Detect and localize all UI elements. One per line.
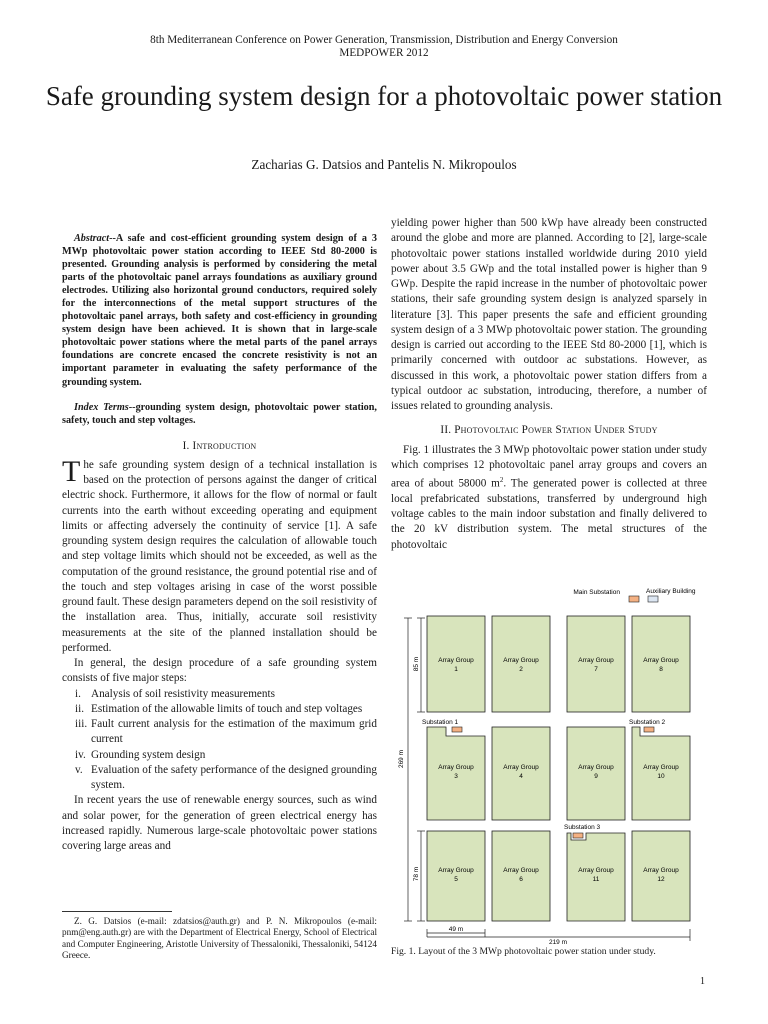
array-number: 10 [657, 773, 665, 780]
figure-caption: Fig. 1. Layout of the 3 MWp photovoltaic power station under study. [391, 946, 656, 957]
section-2-title: Photovoltaic Power Station Under Study [454, 424, 658, 437]
list-item [62, 687, 377, 702]
array-number: 1 [454, 666, 458, 673]
superscript: 2 [499, 476, 504, 484]
array-number: 11 [592, 876, 600, 883]
aux-building-marker [648, 596, 658, 602]
list-item [62, 748, 377, 763]
right-paragraph-2-end: . The generated power is collected at three local prefabricated substations, transferred by underground high voltage cables to the main indoor substation and finally delivered to the 20 kV distribution system. The metal structures of the photovoltaic [391, 477, 707, 551]
footnote-rule [62, 911, 172, 912]
right-paragraph-2-text: Fig. 1 illustrates the 3 MWp photovoltaic power station under study which comprises 12 photovoltaic panel array groups and covers an area of about 58000 m [391, 443, 707, 490]
array-group-1 [427, 616, 485, 712]
list-number: ii. [75, 702, 85, 715]
array-label: Array Group [438, 657, 474, 664]
list-item [62, 717, 377, 748]
array-label: Array Group [503, 867, 539, 874]
substation-3-marker [573, 833, 583, 838]
section-1-heading [62, 439, 377, 454]
steps-list [62, 687, 377, 794]
abstract-text: --A safe and cost-efficient grounding system design of a 3 MWp photovoltaic power station according to IEEE Std 80-2000 is presented. Grounding analysis is performed by considering the metal parts of the photovoltaic panel arrays foundations as auxiliary ground electrodes. Utilizing also horizontal ground conductors, required solely for the interconnections of the metal support structures of the photovoltaic panel arrays, both safety and cost-efficiency in grounding system design have been achieved. It is shown that in large-scale photovoltaic power stations where the metal parts of the panel arrays foundations are concrete encased the concrete resistivity is not an important parameter in evaluating the safety performance of the grounding system. [62, 233, 377, 388]
list-text: Grounding system design [91, 748, 206, 761]
dim-label-49: 49 m [448, 926, 464, 933]
array-number: 5 [454, 876, 458, 883]
array-group-8 [632, 616, 690, 712]
intro-paragraph-3: In recent years the use of renewable energy sources, such as wind and solar power, for the generation of green electrical energy has increased rapidly. Numerous large-scale photovoltaic power stations covering large areas and [62, 794, 377, 853]
array-number: 4 [519, 773, 523, 780]
array-label: Array Group [643, 764, 679, 771]
section-2-heading [391, 423, 707, 438]
array-label: Array Group [643, 657, 679, 664]
section-1-title: Introduction [192, 439, 257, 452]
list-item [62, 763, 377, 794]
substation-2-marker [644, 727, 654, 732]
dim-label-85: 85 m [413, 656, 420, 672]
array-label: Array Group [578, 764, 614, 771]
list-text: Estimation of the allowable limits of touch and step voltages [91, 702, 363, 715]
paper-authors: Zacharias G. Datsios and Pantelis N. Mikropoulos [251, 157, 517, 172]
array-group-7 [567, 616, 625, 712]
array-number: 8 [659, 666, 663, 673]
page-number: 1 [700, 976, 705, 987]
main-substation-marker [629, 596, 639, 602]
substation-3-label: Substation 3 [564, 824, 601, 831]
array-number: 3 [454, 773, 458, 780]
dim-label-219: 219 m [548, 939, 568, 944]
dim-label-269: 269 m [398, 749, 405, 769]
list-number: iii. [75, 718, 88, 731]
array-number: 12 [657, 876, 665, 883]
intro-paragraph-1-text: he safe grounding system design of a technical installation is based on the protection of persons against the danger of critical electric shock. Furthermore, it allows for the flow of normal or fault currents into the earth without exceeding operating and equipment limits or affecting adversely the continuity of service [1]. A safe grounding system design requires the calculation of allowable touch and step voltage limits which should not be exceeded, as well as the computation of the ground resistance, the ground potential rise and of the touch and step voltages arising in case of the worst possible ground fault. These design parameters depend on the soil resistivity of the installation area. Thus, initially, accurate soil resistivity measurements at the site of the planned installation should be performed. [62, 458, 377, 654]
array-number: 7 [594, 666, 598, 673]
list-number: v. [75, 763, 83, 776]
abstract-label: Abstract [74, 233, 110, 244]
section-1-number: I. [182, 439, 190, 452]
abstract [62, 232, 377, 389]
right-column [391, 216, 707, 553]
list-number: iv. [75, 748, 86, 761]
array-number: 6 [519, 876, 523, 883]
array-label: Array Group [438, 764, 474, 771]
section-2-number: II. [440, 424, 452, 437]
intro-paragraph-1 [62, 454, 377, 656]
index-terms [62, 401, 377, 427]
list-text: Analysis of soil resistivity measurements [91, 687, 275, 700]
dim-label-78: 78 m [413, 866, 420, 882]
list-text: Fault current analysis for the estimation of the maximum grid current [91, 718, 377, 746]
array-label: Array Group [578, 867, 614, 874]
array-label: Array Group [578, 657, 614, 664]
index-terms-label: Index Terms [74, 401, 129, 413]
array-label: Array Group [503, 764, 539, 771]
legend-aux-building: Auxiliary Building [646, 588, 696, 595]
list-number: i. [75, 687, 81, 700]
substation-1-marker [452, 727, 462, 732]
array-label: Array Group [438, 867, 474, 874]
intro-paragraph-2: In general, the design procedure of a safe grounding system consists of five major steps: [62, 657, 377, 685]
right-paragraph-2 [391, 443, 707, 553]
legend-main-substation: Main Substation [573, 589, 620, 596]
station-layout-figure [390, 584, 720, 944]
list-item [62, 702, 377, 717]
paper-title: Safe grounding system design for a photovoltaic power station [45, 81, 723, 111]
conference-short-name: MEDPOWER 2012 [339, 47, 429, 59]
conference-header: 8th Mediterranean Conference on Power Generation, Transmission, Distribution and Energy Conversion [150, 34, 618, 46]
array-group-2 [492, 616, 550, 712]
array-number: 9 [594, 773, 598, 780]
array-label: Array Group [503, 657, 539, 664]
index-terms-text: --grounding system design, photovoltaic power station, safety, touch and step voltages. [62, 401, 377, 426]
array-label: Array Group [643, 867, 679, 874]
left-column [62, 232, 377, 854]
array-number: 2 [519, 666, 523, 673]
right-paragraph-1: yielding power higher than 500 kWp have already been constructed around the globe and more are planned. According to [2], large-scale photovoltaic power stations installed worldwide during 2010 yield power about 3.5 GWp and the total installed power is higher than 9 GWp. Despite the rapid increase in the number of photovoltaic power stations, their safe grounding system design is analyzed sparsely in literature [3]. This paper presents the safe and efficient grounding system design of a 3 MWp photovoltaic power station. The grounding design is carried out according to the IEEE Std 80-2000 [1], which is primarily concerned with outdoor ac substations. However, as discussed in this work, a photovoltaic power station differs from a typical outdoor ac substation, introducing, therefore, a number of issues related to grounding analysis. [391, 217, 707, 412]
list-text: Evaluation of the safety performance of the designed grounding system. [91, 763, 377, 792]
substation-2-label: Substation 2 [629, 719, 666, 726]
footnote: Z. G. Datsios (e-mail: zdatsios@auth.gr) and P. N. Mikropoulos (e-mail: pnm@eng.auth.gr) are with the Department of Electrical Energy, School of Electrical and Computer Engineering, Aristotle University of Thessaloniki, Thessaloniki, 54124 Greece. [62, 916, 377, 961]
substation-1-label: Substation 1 [422, 719, 459, 726]
drop-cap: T [62, 454, 81, 488]
